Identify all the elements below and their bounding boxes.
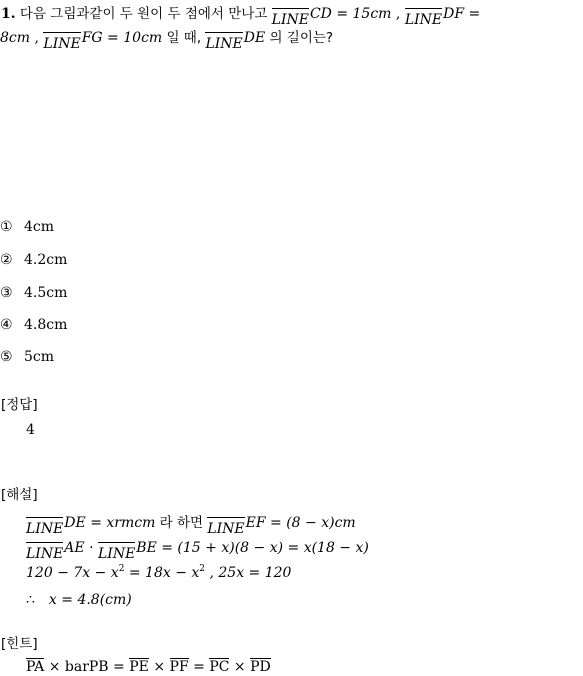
- hint-header: [힌트]: [1, 636, 38, 652]
- choice-marker: ④: [0, 317, 13, 333]
- segment-cd: CD: [309, 6, 332, 22]
- separator: ,: [30, 30, 44, 46]
- choice-marker: ③: [0, 285, 13, 301]
- line-overbar: LINE: [26, 517, 63, 538]
- segment-df: DF: [443, 6, 465, 22]
- exponent: 2: [118, 564, 125, 574]
- choice-marker: ②: [0, 252, 13, 268]
- expl-be: BE = (15 + x)(8 − x) = x(18 − x): [136, 540, 369, 556]
- explanation-header: [해설]: [1, 487, 38, 503]
- hint-line: [26, 658, 271, 676]
- choice-5[interactable]: [0, 348, 54, 366]
- choice-1[interactable]: [0, 218, 54, 236]
- times: ×: [229, 659, 251, 675]
- cd-value: = 15: [331, 6, 371, 22]
- expl-result: x = 4.8(cm): [48, 592, 132, 608]
- explanation-line-4: [26, 591, 132, 609]
- times: ×: [148, 659, 170, 675]
- cd-unit: cm: [370, 6, 392, 22]
- choice-text: 4.8cm: [24, 317, 68, 333]
- expl-dot: ·: [84, 540, 98, 556]
- choice-text: 4cm: [24, 219, 55, 235]
- expl-eq-c: , 25x = 120: [205, 565, 292, 581]
- answer-header: [정답]: [1, 397, 38, 413]
- answer-value: 4: [26, 422, 35, 438]
- line-overbar: LINE: [98, 542, 135, 563]
- explanation-line-2: [26, 536, 369, 562]
- expl-ae: AE: [64, 540, 85, 556]
- choice-text: 5cm: [24, 349, 55, 365]
- question-text-2: 일 때,: [162, 30, 206, 46]
- segment-pe: PE: [129, 659, 149, 675]
- fg-unit: cm: [141, 30, 163, 46]
- equals: =: [188, 659, 210, 675]
- segment-fg: FG: [81, 30, 103, 46]
- equals: =: [108, 659, 130, 675]
- question-number: 1.: [1, 6, 16, 22]
- segment-pd: PD: [250, 659, 271, 675]
- expl-eq-b: = 18x − x: [124, 565, 200, 581]
- question-text: 다음 그림과같이 두 원이 두 점에서 만나고: [15, 6, 272, 22]
- line-overbar: LINE: [205, 32, 242, 53]
- df-value: 8: [0, 30, 9, 46]
- df-unit: cm: [8, 30, 31, 46]
- segment-pc: PC: [209, 659, 230, 675]
- choice-marker: ①: [0, 219, 13, 235]
- line-overbar: LINE: [26, 542, 63, 563]
- line-overbar: LINE: [43, 32, 80, 53]
- choice-4[interactable]: [0, 316, 67, 334]
- fg-value: = 10: [102, 30, 142, 46]
- line-overbar: LINE: [207, 517, 244, 538]
- line-overbar: LINE: [405, 8, 442, 29]
- expl-text: 라 하면: [155, 515, 208, 531]
- segment-pa: PA: [26, 659, 45, 675]
- explanation-line-3: [26, 564, 291, 584]
- segment-de: DE: [243, 30, 266, 46]
- question-line-2: [0, 26, 334, 52]
- expl-de: DE = xrmcm: [64, 515, 156, 531]
- explanation-line-1: [26, 511, 356, 537]
- question-text-3: 의 길이는?: [265, 30, 334, 46]
- expl-eq-a: 120 − 7x − x: [26, 565, 119, 581]
- choice-marker: ⑤: [0, 349, 13, 365]
- question-line-1: [1, 2, 481, 28]
- exponent: 2: [199, 564, 206, 574]
- expl-ef: EF = (8 − x)cm: [245, 515, 356, 531]
- segment-barpb: barPB: [64, 659, 109, 675]
- separator: ,: [391, 6, 405, 22]
- choice-text: 4.5cm: [24, 285, 68, 301]
- segment-pf: PF: [169, 659, 189, 675]
- therefore-icon: ∴: [26, 592, 35, 608]
- line-overbar: LINE: [272, 8, 309, 29]
- choice-2[interactable]: [0, 251, 67, 269]
- times: ×: [44, 659, 65, 675]
- choice-3[interactable]: [0, 284, 67, 302]
- choice-text: 4.2cm: [24, 252, 68, 268]
- df-equals: =: [464, 6, 481, 22]
